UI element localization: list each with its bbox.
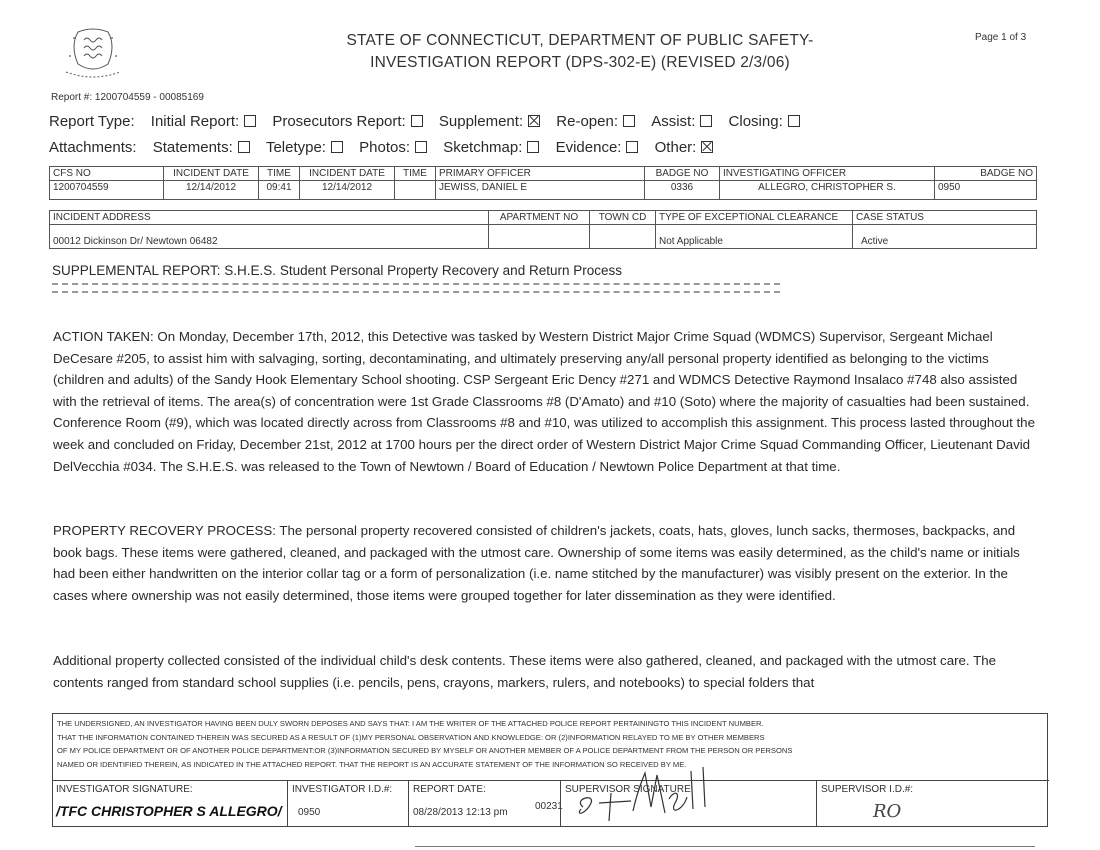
attachment-other	[655, 139, 714, 156]
report-header-title	[280, 30, 880, 74]
evidence-checkbox[interactable]	[626, 141, 638, 153]
page-number: Page 1 of 3	[975, 32, 1027, 43]
address-value-row	[50, 225, 1037, 249]
case-value-row	[50, 181, 1037, 200]
attestation-box	[52, 713, 1048, 827]
report-date-value: 08/28/2013 12:13 pm	[413, 807, 508, 818]
bottom-rule	[415, 846, 1035, 847]
attachments-label: Attachments:	[49, 139, 137, 156]
supervisor-handwritten-signature	[571, 763, 731, 827]
option-label: Assist:	[651, 113, 696, 130]
cfs-no-header: CFS NO	[50, 167, 164, 181]
supplemental-report-title: SUPPLEMENTAL REPORT: S.H.E.S. Student Personal Property Recovery and Return Process	[52, 263, 622, 278]
address-table	[49, 210, 1037, 249]
attachment-teletype	[266, 139, 343, 156]
report-type-label: Report Type:	[49, 113, 135, 130]
badge-no-value: 0336	[645, 181, 720, 200]
header-title-line-1: STATE OF CONNECTICUT, DEPARTMENT OF PUBLIC SAFETY-	[346, 32, 814, 49]
investigator-signature-value: /TFC CHRISTOPHER S ALLEGRO/	[56, 803, 282, 819]
attestation-line: THAT THE INFORMATION CONTAINED THEREIN WAS SECURED AS A RESULT OF (1)MY PERSONAL OBSERVATION AND KNOWLEDGE: OR (2)INFORMATION RELAYED TO ME BY OTHER MEMBERS	[57, 732, 765, 742]
other-checkbox[interactable]	[701, 141, 713, 153]
apartment-no-value	[489, 225, 590, 249]
attestation-line: THE UNDERSIGNED, AN INVESTIGATOR HAVING BEEN DULY SWORN DEPOSES AND SAYS THAT: I AM THE WRITER OF THE ATTACHED POLICE REPORT PERTAININGTO THIS INCIDENT NUMBER.	[57, 719, 764, 728]
investigator-signature-label: INVESTIGATOR SIGNATURE:	[56, 784, 193, 795]
report-type-supplement	[439, 113, 540, 130]
investigating-officer-value: ALLEGRO, CHRISTOPHER S.	[720, 181, 935, 200]
time-header: TIME	[259, 167, 300, 181]
town-cd-value	[590, 225, 656, 249]
case-info-table	[49, 166, 1037, 200]
signature-row	[52, 780, 1048, 826]
header-title-line-2: INVESTIGATION REPORT (DPS-302-E) (REVISED 2/3/06)	[370, 54, 790, 71]
apartment-no-header: APARTMENT NO	[489, 211, 590, 225]
time-value: 09:41	[259, 181, 300, 200]
report-number: Report #: 1200704559 - 00085169	[51, 92, 204, 103]
option-label: Supplement:	[438, 113, 524, 130]
primary-officer-header: PRIMARY OFFICER	[436, 167, 645, 181]
option-label: Other:	[654, 139, 697, 156]
double-rule-divider	[52, 283, 780, 293]
state-seal-icon	[62, 26, 124, 80]
reopen-checkbox[interactable]	[623, 115, 635, 127]
initial-report-checkbox[interactable]	[244, 115, 256, 127]
closing-checkbox[interactable]	[788, 115, 800, 127]
badge-no-2-value: 0950	[935, 181, 1037, 200]
report-type-prosecutors	[272, 113, 422, 130]
attestation-text	[57, 717, 1042, 771]
attachments-row	[49, 139, 713, 156]
report-date-cell	[408, 780, 561, 827]
time-2-value	[395, 181, 436, 200]
option-label: Sketchmap:	[443, 139, 523, 156]
option-label: Evidence:	[555, 139, 622, 156]
report-type-row	[49, 113, 800, 130]
investigator-id-label: INVESTIGATOR I.D.#:	[292, 784, 393, 795]
property-recovery-paragraph: PROPERTY RECOVERY PROCESS: The personal property recovered consisted of children's jackets, coats, hats, gloves, lunch sacks, thermoses, backpacks, and book bags. These items were gathered, cleaned, and packaged with the utmost care. Ownership of some items was easily determined, as the child's name or initials had been either handwritten on the interior collar tag or a form of personalization (i.e. name stitched by the manufacturer) was visibly present on the exterior. In the cases where ownership was not easily determined, those items were grouped together for later dissemination as they were identified.	[53, 523, 1020, 603]
option-label: Closing:	[728, 113, 783, 130]
case-header-row	[50, 167, 1037, 181]
option-label: Statements:	[152, 139, 233, 156]
attestation-line: OF MY POLICE DEPARTMENT OR OF ANOTHER POLICE DEPARTMENT:OR (3)INFORMATION SECURED BY MYSELF OR ANOTHER MEMBER OF A POLICE DEPARTMENT FROM THE PERSON OR PERSONS	[57, 746, 793, 756]
option-label: Photos:	[359, 139, 411, 156]
report-type-assist	[651, 113, 712, 130]
option-label: Prosecutors Report:	[272, 113, 406, 130]
incident-address-value: 00012 Dickinson Dr/ Newtown 06482	[50, 225, 489, 249]
supervisor-id-value: RO	[873, 801, 902, 822]
additional-property-paragraph: Additional property collected consisted of the individual child's desk contents. These items were also gathered, cleaned, and packaged with the utmost care. The contents ranged from standard school supplies (i.e. pencils, pens, crayons, markers, rulers, and notebooks) to special folders that	[53, 653, 996, 690]
badge-no-2-header: BADGE NO	[935, 167, 1037, 181]
report-date-label: REPORT DATE:	[413, 784, 486, 795]
incident-date-header: INCIDENT DATE	[164, 167, 259, 181]
attachment-statements	[153, 139, 250, 156]
report-type-initial	[151, 113, 256, 130]
clearance-type-header: TYPE OF EXCEPTIONAL CLEARANCE	[656, 211, 853, 225]
primary-officer-value: JEWISS, DANIEL E	[436, 181, 645, 200]
badge-no-header: BADGE NO	[645, 167, 720, 181]
attestation-line: NAMED OR IDENTIFIED THEREIN, AS INDICATED IN THE ATTACHED REPORT. THAT THE REPORT IS AN ACCURATE STATEMENT OF THE INFORMATION SO RECEIVED BY ME.	[57, 759, 687, 769]
attachment-sketchmap	[443, 139, 539, 156]
prosecutors-report-checkbox[interactable]	[411, 115, 423, 127]
supplement-checkbox[interactable]	[528, 115, 540, 127]
report-type-closing	[729, 113, 800, 130]
photos-checkbox[interactable]	[415, 141, 427, 153]
incident-date-value: 12/14/2012	[164, 181, 259, 200]
report-date-extra: 00231	[535, 801, 563, 812]
address-header-row	[50, 211, 1037, 225]
action-taken-paragraph: ACTION TAKEN: On Monday, December 17th, 2012, this Detective was tasked by Western District Major Crime Squad (WDMCS) Supervisor, Sergeant Michael DeCesare #205, to assist him with salvaging, sorting, decontaminating, and ultimately preserving any/all personal property identified as belonging to the victims (children and adults) of the Sandy Hook Elementary School shooting. CSP Sergeant Eric Dency #271 and WDMCS Detective Raymond Insalaco #748 also assisted with the retrieval of items. The area(s) of concentration were 1st Grade Classrooms #8 (D'Amato) and #10 (Soto) where the majority of casualties had been sustained. Conference Room (#9), which was located directly across from Classrooms #8 and #10, was utilized to accomplish this assignment. This process lasted throughout the week and concluded on Friday, December 21st, 2012 at 1700 hours per the direct order of Western District Major Crime Squad Commanding Officer, Lieutenant David DelVecchia #034. The S.H.E.S. was released to the Town of Newtown / Board of Education / Newtown Police Department at that time.	[53, 329, 1035, 474]
option-label: Re-open:	[556, 113, 619, 130]
report-type-reopen	[556, 113, 635, 130]
supervisor-signature-text: Sgt. M.DeC	[631, 825, 637, 826]
cfs-no-value: 1200704559	[50, 181, 164, 200]
investigator-id-cell	[287, 780, 409, 827]
investigator-signature-cell	[52, 780, 287, 827]
case-status-header: CASE STATUS	[853, 211, 1037, 225]
investigator-id-value: 0950	[298, 807, 321, 818]
clearance-type-value: Not Applicable	[656, 225, 853, 249]
supervisor-signature-cell	[560, 780, 817, 827]
supervisor-id-cell	[816, 780, 1049, 827]
option-label: Teletype:	[265, 139, 326, 156]
time-2-header: TIME	[395, 167, 436, 181]
supervisor-id-label: SUPERVISOR I.D.#:	[821, 784, 914, 795]
case-status-value: Active	[853, 225, 1037, 249]
attachment-evidence	[556, 139, 639, 156]
supervisor-signature-label: SUPERVISOR SIGNATURE:	[565, 784, 694, 795]
sketchmap-checkbox[interactable]	[527, 141, 539, 153]
attachment-photos	[359, 139, 427, 156]
town-cd-header: TOWN CD	[590, 211, 656, 225]
incident-date-2-header: INCIDENT DATE	[300, 167, 395, 181]
incident-address-header: INCIDENT ADDRESS	[50, 211, 489, 225]
incident-date-2-value: 12/14/2012	[300, 181, 395, 200]
investigating-officer-header: INVESTIGATING OFFICER	[720, 167, 935, 181]
statements-checkbox[interactable]	[238, 141, 250, 153]
option-label: Initial Report:	[150, 113, 240, 130]
teletype-checkbox[interactable]	[331, 141, 343, 153]
assist-checkbox[interactable]	[700, 115, 712, 127]
